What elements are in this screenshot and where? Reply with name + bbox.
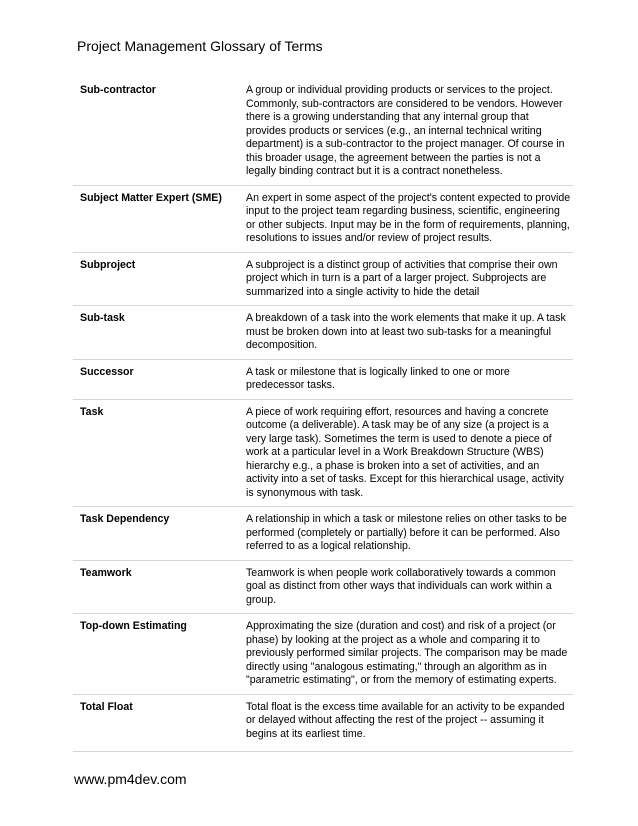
glossary-term: Sub-task: [73, 306, 239, 360]
glossary-term: Sub-contractor: [73, 78, 239, 185]
glossary-term: Task Dependency: [73, 507, 239, 561]
glossary-term: Subproject: [73, 252, 239, 306]
glossary-definition: A group or individual providing products or services to the project. Commonly, sub-contractors are considered to be vendors. However there is a growing understanding that any internal group that provides products or services (e.g., an internal technical writing department) is a sub-contractor to the project manager. Of course in this broader usage, the agreement between the parties is not a legally binding contract but it is a contract nonetheless.: [239, 78, 573, 185]
glossary-row: [73, 694, 573, 752]
glossary-term: Top-down Estimating: [73, 614, 239, 695]
glossary-term: Successor: [73, 359, 239, 399]
glossary-definition: A breakdown of a task into the work elements that make it up. A task must be broken down into at least two sub-tasks for a meaningful decomposition.: [239, 306, 573, 360]
glossary-term: Teamwork: [73, 560, 239, 614]
glossary-row: [73, 399, 573, 507]
glossary-row: [73, 185, 573, 252]
glossary-definition: A task or milestone that is logically linked to one or more predecessor tasks.: [239, 359, 573, 399]
glossary-definition: An expert in some aspect of the project's content expected to provide input to the project team regarding business, scientific, engineering or other subjects. Input may be in the form of requirements, planning, resolutions to issues and/or review of project results.: [239, 185, 573, 252]
glossary-term: Subject Matter Expert (SME): [73, 185, 239, 252]
glossary-definition: Total float is the excess time available for an activity to be expanded or delayed without affecting the rest of the project -- assuming it begins at its earliest time.: [239, 694, 573, 752]
glossary-definition: A relationship in which a task or milestone relies on other tasks to be performed (completely or partially) before it can be performed. Also referred to as a logical relationship.: [239, 507, 573, 561]
glossary-term: Task: [73, 399, 239, 507]
glossary-definition: A piece of work requiring effort, resources and having a concrete outcome (a deliverable). A task may be of any size (a project is a very large task). Sometimes the term is used to denote a piece of work at a particular level in a Work Breakdown Structure (WBS) hierarchy e.g., a phase is broken into a set of activities, and an activity into a set of tasks. Except for this hierarchical usage, activity is synonymous with task.: [239, 399, 573, 507]
glossary-row: [73, 359, 573, 399]
glossary-row: [73, 507, 573, 561]
glossary-table: [73, 78, 573, 752]
glossary-row: [73, 306, 573, 360]
page-title: Project Management Glossary of Terms: [77, 38, 323, 54]
glossary-row: [73, 560, 573, 614]
footer-url[interactable]: www.pm4dev.com: [74, 771, 187, 787]
glossary-definition: Approximating the size (duration and cost) and risk of a project (or phase) by looking at the project as a whole and comparing it to previously performed similar projects. The comparison may be made directly using "analogous estimating," through an algorithm as in "parametric estimating", or from the memory of estimating experts.: [239, 614, 573, 695]
glossary-definition: A subproject is a distinct group of activities that comprise their own project which in turn is a part of a larger project. Subprojects are summarized into a single activity to hide the detail: [239, 252, 573, 306]
glossary-definition: Teamwork is when people work collaboratively towards a common goal as distinct from other ways that individuals can work within a group.: [239, 560, 573, 614]
glossary-row: [73, 614, 573, 695]
glossary-row: [73, 78, 573, 185]
glossary-row: [73, 252, 573, 306]
glossary-term: Total Float: [73, 694, 239, 752]
